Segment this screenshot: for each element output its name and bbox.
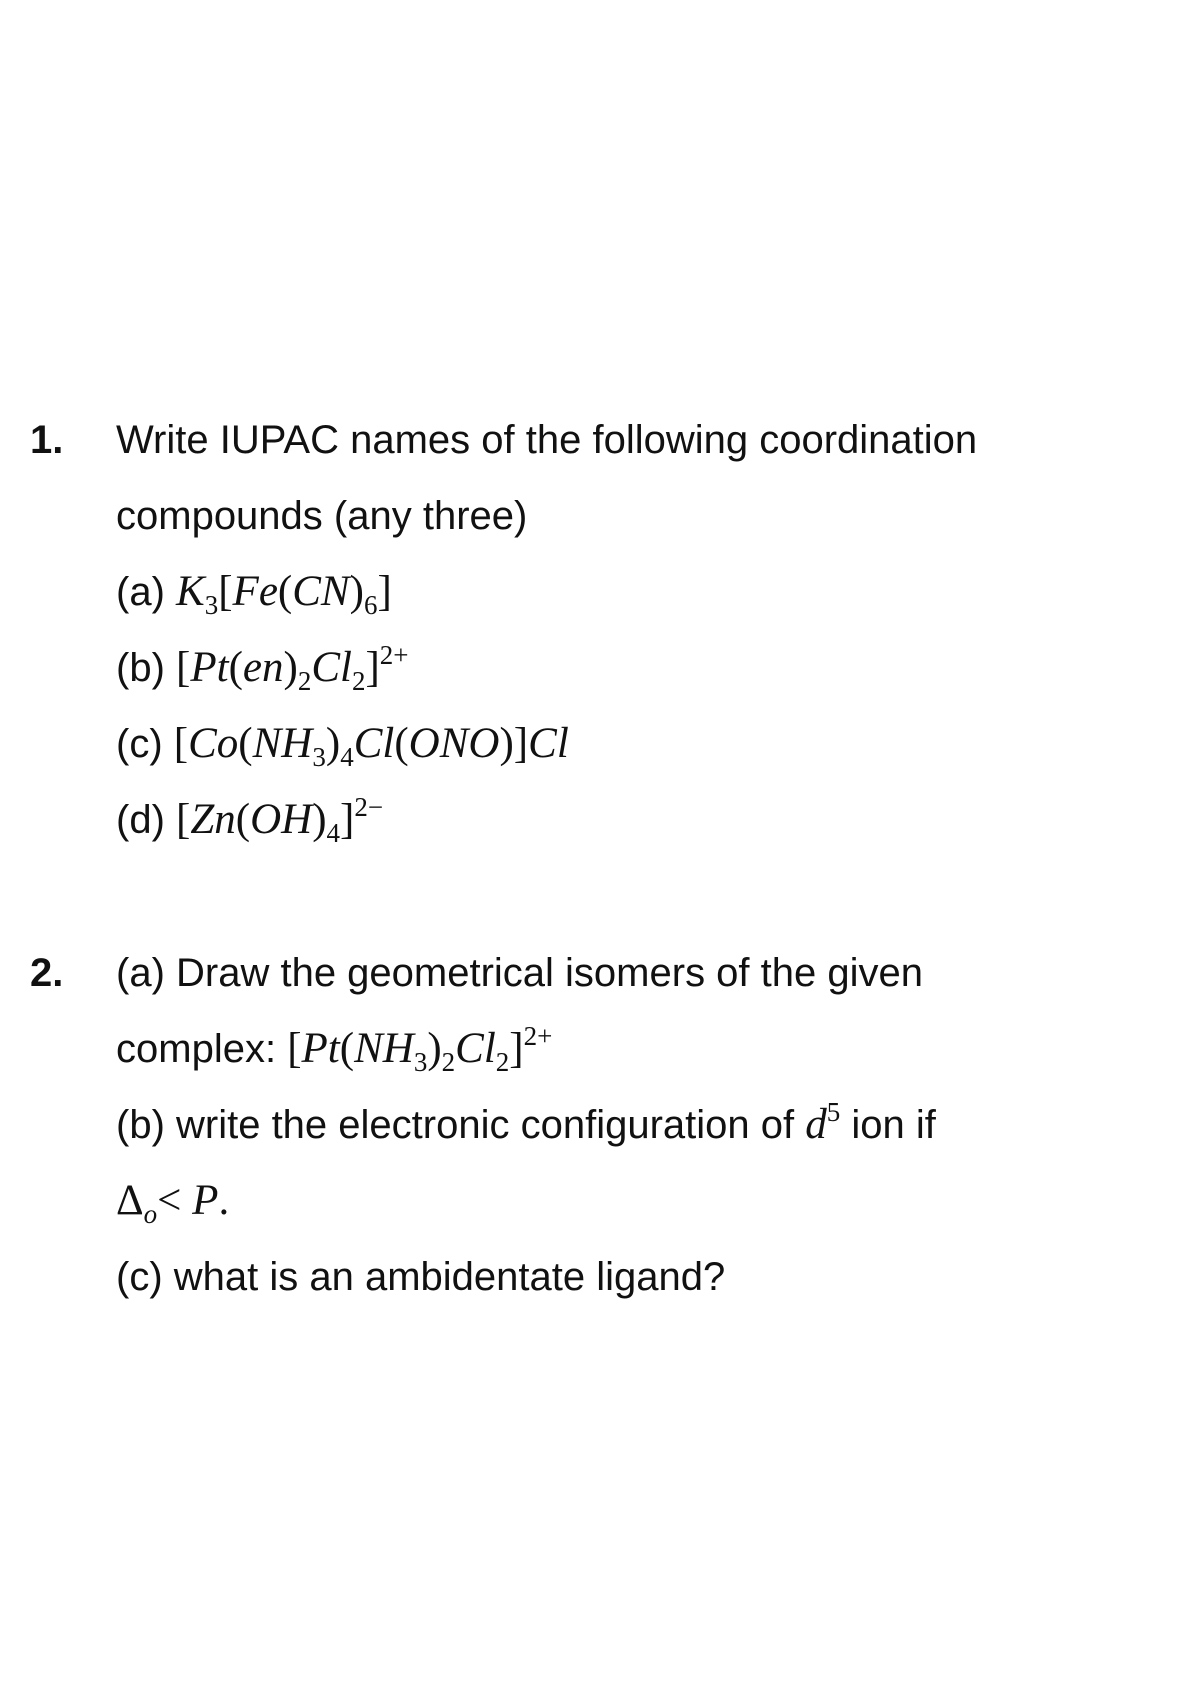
part-b-suffix: ion if [851,1103,936,1147]
part-b-line-1 [116,1087,1180,1163]
formula: $[Pt(NH_3)_2Cl_2]^{2+}$ [287,1021,553,1077]
part-a-line-1: (a) Draw the geometrical isomers of the given [116,951,923,995]
option-label: (a) [116,570,165,614]
option-b [116,630,1180,706]
question-intro-line-2: compounds (any three) [116,494,528,538]
option-d [116,782,1180,858]
part-a-line-2 [116,1011,1180,1087]
question-number: 2. [30,951,64,995]
part-b-line-2 [116,1163,1180,1239]
option-label: (d) [116,798,165,842]
d-orbital-symbol: $d^5$ [805,1097,841,1148]
formula: $K_3[Fe(CN)_6]$ [176,568,392,620]
part-a-prefix: complex: [116,1027,277,1071]
part-b-prefix: (b) write the electronic configuration of [116,1103,795,1147]
question-2 [30,935,1180,1315]
option-label: (c) [116,722,163,766]
option-c [116,706,1180,782]
formula: $[Pt(en)_2Cl_2]^{2+}$ [176,640,409,696]
crystal-field-condition: $\Delta_o< P$. [116,1177,230,1229]
option-label: (b) [116,646,165,690]
question-1 [30,402,1180,858]
formula: $[Co(NH_3)_4Cl(ONO)]Cl$ [173,720,569,772]
question-body [116,935,1180,1315]
part-c: (c) what is an ambidentate ligand? [116,1255,726,1299]
question-number: 1. [30,418,64,462]
formula: $[Zn(OH)_4]^{2-}$ [176,792,384,848]
question-intro-line-1: Write IUPAC names of the following coordination [116,418,978,462]
option-a [116,554,1180,630]
question-body [116,402,1180,858]
